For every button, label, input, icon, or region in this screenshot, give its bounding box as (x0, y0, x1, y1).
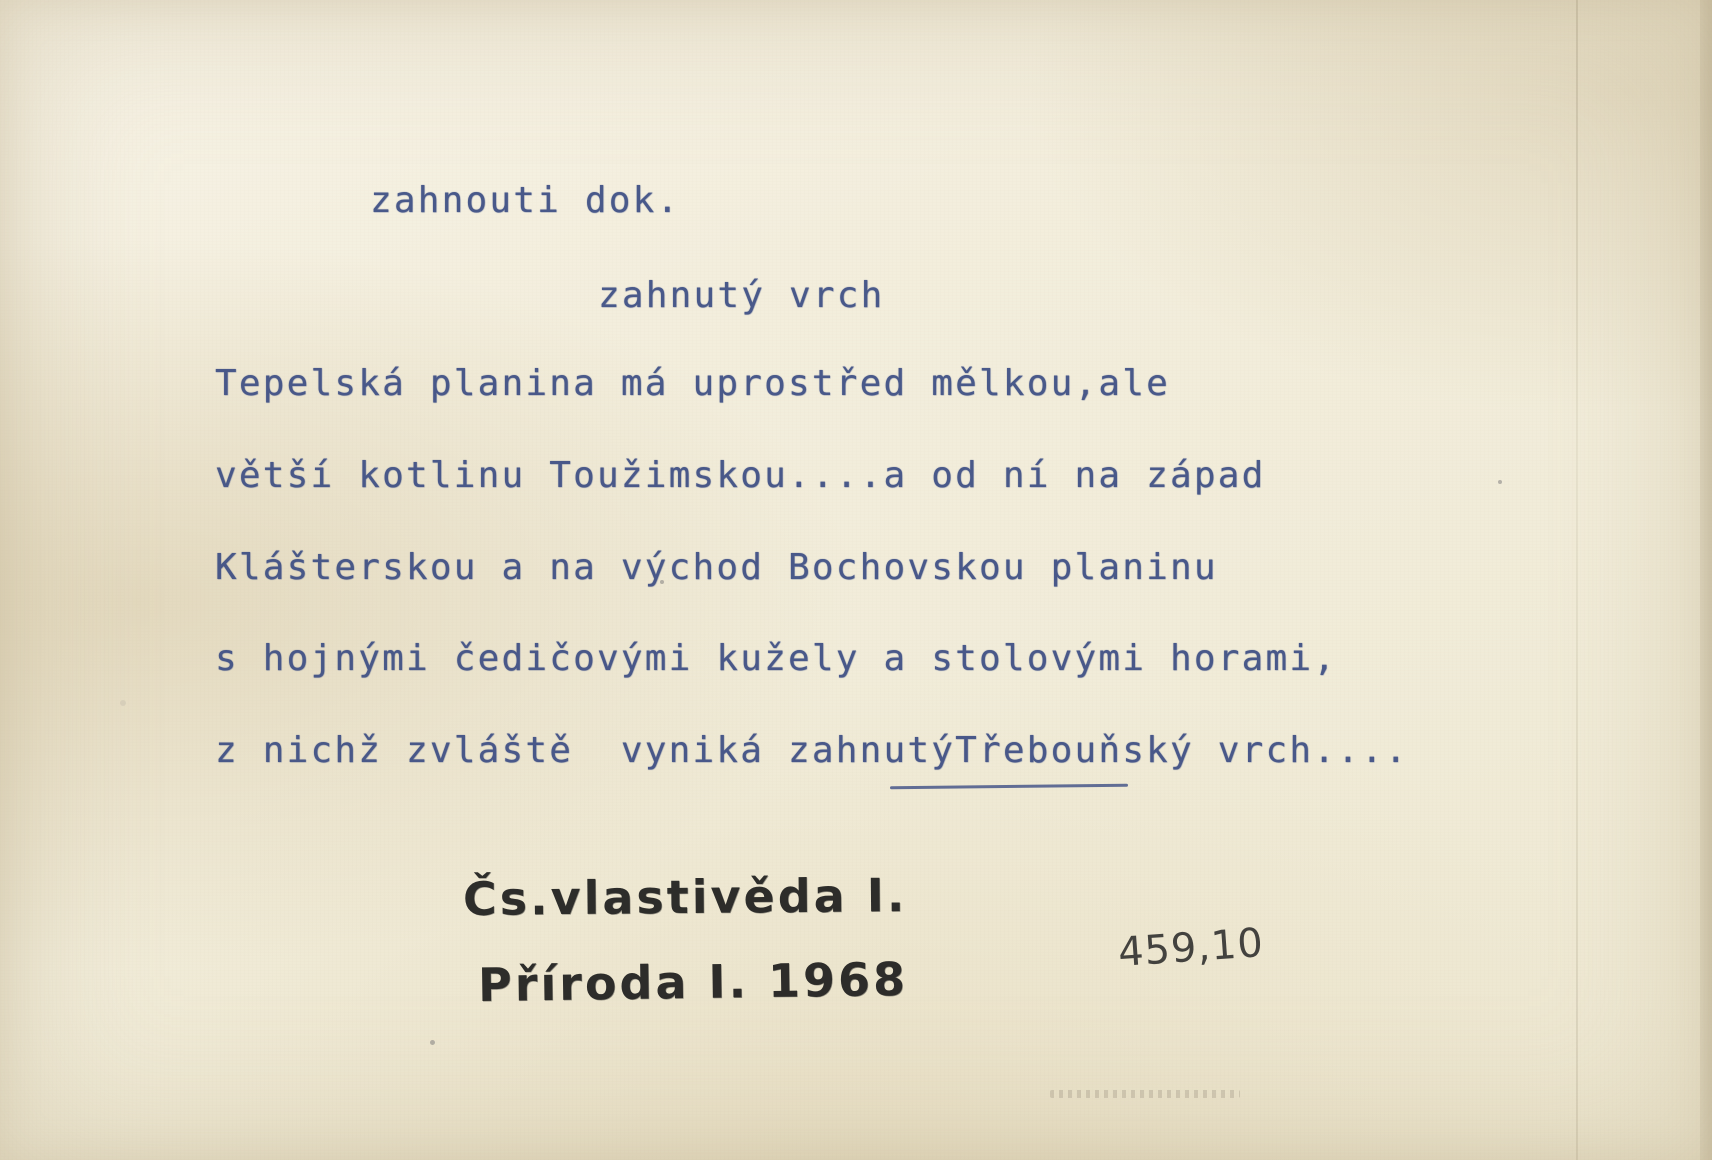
typed-line-1: zahnouti dok. (370, 180, 681, 221)
typed-line-6: s hojnými čedičovými kužely a stolovými horami, (215, 638, 1338, 679)
typed-line-2-heading: zahnutý vrch (598, 275, 885, 316)
typed-line-7: z nichž zvláště vyniká zahnutýTřebouňský vrch.... (215, 730, 1409, 771)
source-stamp-line-1: Čs.vlastivěda I. (462, 868, 908, 926)
pencil-page-reference: 459,10 (1116, 919, 1266, 977)
bottom-edge-smudge (1050, 1090, 1240, 1098)
typed-line-3: Tepelská planina má uprostřed mělkou,ale (215, 363, 1170, 404)
source-stamp-line-2: Příroda I. 1968 (477, 952, 909, 1012)
typed-line-4: větší kotlinu Toužimskou....a od ní na západ (215, 455, 1266, 496)
typed-line-5: Klášterskou a na východ Bochovskou planinu (215, 547, 1218, 588)
